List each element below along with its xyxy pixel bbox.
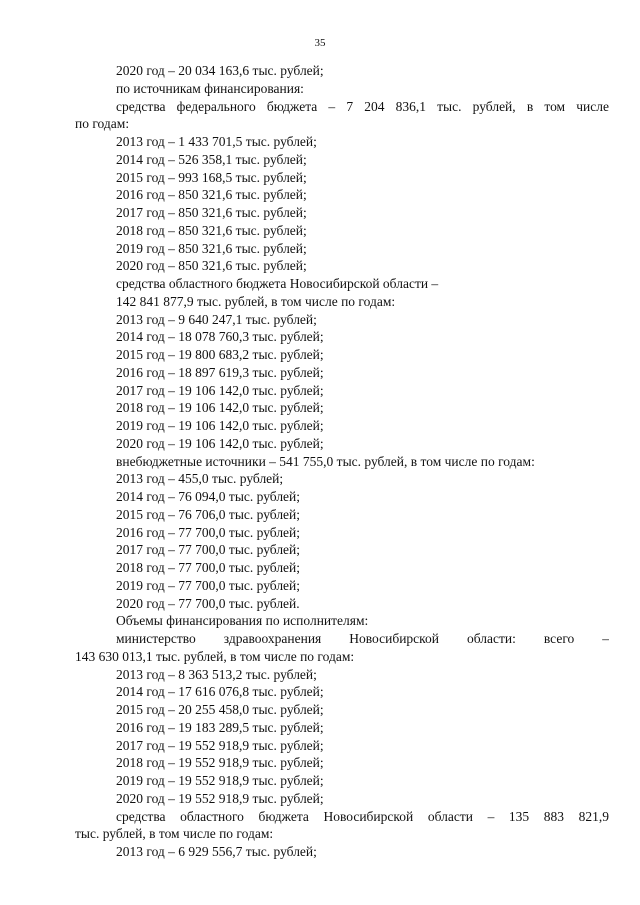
- text-line: 2016 год – 850 321,6 тыс. рублей;: [116, 187, 307, 203]
- text-line: внебюджетные источники – 541 755,0 тыс. рублей, в том числе по годам:: [116, 453, 535, 469]
- text-line: 2014 год – 526 358,1 тыс. рублей;: [116, 151, 307, 167]
- text-line: 2020 год – 19 106 142,0 тыс. рублей;: [116, 435, 324, 451]
- text-line: 2014 год – 17 616 076,8 тыс. рублей;: [116, 684, 324, 700]
- text-line: 2019 год – 19 552 918,9 тыс. рублей;: [116, 773, 324, 788]
- text-line: средства областного бюджета Новосибирской области –: [116, 276, 439, 291]
- text-line: 2013 год – 8 363 513,2 тыс. рублей;: [116, 666, 317, 682]
- text-line: 2017 год – 850 321,6 тыс. рублей;: [116, 205, 307, 220]
- text-line: 143 630 013,1 тыс. рублей, в том числе по годам:: [75, 648, 355, 664]
- text-line: 2018 год – 77 700,0 тыс. рублей;: [116, 560, 301, 575]
- text-line: 2019 год – 850 321,6 тыс. рублей;: [116, 240, 307, 256]
- text-line: 2018 год – 19 106 142,0 тыс. рублей;: [116, 400, 324, 416]
- text-line: 2015 год – 20 255 458,0 тыс. рублей;: [116, 702, 324, 717]
- text-line: 2013 год – 1 433 701,5 тыс. рублей;: [116, 134, 317, 149]
- text-line: 2016 год – 18 897 619,3 тыс. рублей;: [116, 364, 324, 380]
- text-line: 2020 год – 850 321,6 тыс. рублей;: [116, 258, 307, 274]
- page-number: 35: [314, 37, 326, 49]
- text-line: 2013 год – 6 929 556,7 тыс. рублей;: [116, 844, 317, 859]
- text-line: 2018 год – 850 321,6 тыс. рублей;: [116, 222, 307, 238]
- text-line: 2013 год – 9 640 247,1 тыс. рублей;: [116, 311, 317, 327]
- text-line: 2015 год – 76 706,0 тыс. рублей;: [116, 506, 301, 522]
- text-line: 2017 год – 77 700,0 тыс. рублей;: [116, 542, 301, 558]
- text-line: 142 841 877,9 тыс. рублей, в том числе по годам:: [116, 293, 396, 309]
- text-line: 2015 год – 19 800 683,2 тыс. рублей;: [116, 347, 324, 362]
- text-line: министерство здравоохранения Новосибирской области: всего –: [116, 631, 609, 646]
- text-line: 2016 год – 19 183 289,5 тыс. рублей;: [116, 719, 324, 735]
- text-line: 2015 год – 993 168,5 тыс. рублей;: [116, 169, 307, 185]
- document-body: [75, 62, 609, 861]
- text-line: 2017 год – 19 552 918,9 тыс. рублей;: [116, 737, 324, 753]
- text-line: Объемы финансирования по исполнителям:: [116, 613, 369, 629]
- text-line: тыс. рублей, в том числе по годам:: [75, 826, 274, 842]
- text-line: 2018 год – 19 552 918,9 тыс. рублей;: [116, 755, 324, 771]
- text-line: 2019 год – 19 106 142,0 тыс. рублей;: [116, 418, 324, 433]
- text-line: средства областного бюджета Новосибирской области – 135 883 821,9: [116, 808, 609, 824]
- text-line: 2017 год – 19 106 142,0 тыс. рублей;: [116, 382, 324, 398]
- text-line: 2020 год – 20 034 163,6 тыс. рублей;: [116, 63, 324, 78]
- text-line: по источникам финансирования:: [116, 80, 304, 96]
- text-line: по годам:: [75, 116, 130, 132]
- text-line: 2020 год – 19 552 918,9 тыс. рублей;: [116, 790, 324, 806]
- text-line: средства федерального бюджета – 7 204 836,1 тыс. рублей, в том числе: [116, 98, 609, 114]
- text-line: 2013 год – 455,0 тыс. рублей;: [116, 471, 284, 487]
- text-line: 2014 год – 76 094,0 тыс. рублей;: [116, 489, 301, 504]
- text-line: 2016 год – 77 700,0 тыс. рублей;: [116, 524, 301, 540]
- text-line: 2014 год – 18 078 760,3 тыс. рублей;: [116, 329, 324, 345]
- text-line: 2020 год – 77 700,0 тыс. рублей.: [116, 595, 300, 611]
- text-line: 2019 год – 77 700,0 тыс. рублей;: [116, 577, 301, 593]
